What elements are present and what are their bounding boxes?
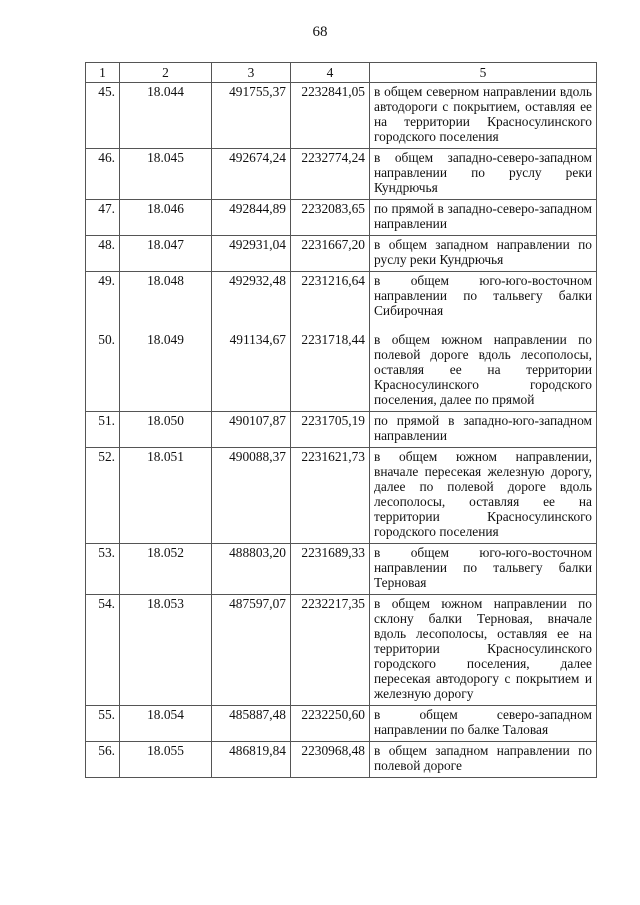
- point-code: 18.052: [120, 544, 212, 595]
- point-code: 18.045: [120, 149, 212, 200]
- row-number: 55.: [86, 706, 120, 742]
- column-header: 5: [370, 63, 597, 83]
- coordinate-x: 492932,48: [212, 272, 291, 323]
- row-number: 56.: [86, 742, 120, 778]
- point-code: 18.047: [120, 236, 212, 272]
- boundary-description: в общем западно-северо-западном направлении по руслу реки Кундрючья: [370, 149, 597, 200]
- coordinate-y: 2232083,65: [291, 200, 370, 236]
- coordinate-x: 488803,20: [212, 544, 291, 595]
- table-row: [86, 272, 597, 323]
- boundary-description: по прямой в западно-юго-западном направлении: [370, 412, 597, 448]
- coordinate-x: 491134,67: [212, 322, 291, 412]
- coordinate-y: 2230968,48: [291, 742, 370, 778]
- table-row: [86, 83, 597, 149]
- column-header: 2: [120, 63, 212, 83]
- table-row: [86, 742, 597, 778]
- table-row: [86, 412, 597, 448]
- row-number: 49.: [86, 272, 120, 323]
- table-row: [86, 236, 597, 272]
- point-code: 18.050: [120, 412, 212, 448]
- boundary-description: в общем западном направлении по руслу реки Кундрючья: [370, 236, 597, 272]
- column-header: 3: [212, 63, 291, 83]
- coordinate-y: 2232774,24: [291, 149, 370, 200]
- boundary-description: в общем юго-юго-восточном направлении по тальвегу балки Сибирочная: [370, 272, 597, 323]
- boundary-description: в общем юго-юго-восточном направлении по тальвегу балки Терновая: [370, 544, 597, 595]
- coordinate-x: 486819,84: [212, 742, 291, 778]
- coordinate-y: 2231667,20: [291, 236, 370, 272]
- column-header: 4: [291, 63, 370, 83]
- point-code: 18.048: [120, 272, 212, 323]
- boundary-description: по прямой в западно-северо-западном направлении: [370, 200, 597, 236]
- boundary-description: в общем южном направлении, вначале пересекая железную дорогу, далее по полевой дороге вдоль лесополосы, оставляя ее на территории Красносулинского городского поселения: [370, 448, 597, 544]
- row-number: 54.: [86, 595, 120, 706]
- point-code: 18.044: [120, 83, 212, 149]
- coordinate-y: 2232841,05: [291, 83, 370, 149]
- table-body: [86, 83, 597, 778]
- table-row: [86, 200, 597, 236]
- coordinate-x: 490107,87: [212, 412, 291, 448]
- point-code: 18.055: [120, 742, 212, 778]
- row-number: 48.: [86, 236, 120, 272]
- coordinate-y: 2232250,60: [291, 706, 370, 742]
- row-number: 45.: [86, 83, 120, 149]
- row-number: 46.: [86, 149, 120, 200]
- row-number: 50.: [86, 322, 120, 412]
- point-code: 18.049: [120, 322, 212, 412]
- point-code: 18.046: [120, 200, 212, 236]
- page-number: 68: [312, 24, 328, 40]
- coordinate-y: 2231621,73: [291, 448, 370, 544]
- coordinate-x: 487597,07: [212, 595, 291, 706]
- point-code: 18.054: [120, 706, 212, 742]
- table-row: [86, 544, 597, 595]
- boundary-description: в общем южном направлении по склону балки Терновая, вначале вдоль лесополосы, оставляя ее на территории Красносулинского городского поселения, далее пересекая автодорогу с покрытием и железную дорогу: [370, 595, 597, 706]
- row-number: 52.: [86, 448, 120, 544]
- table-row: [86, 149, 597, 200]
- row-number: 51.: [86, 412, 120, 448]
- boundary-description: в общем южном направлении по полевой дороге вдоль лесополосы, оставляя ее на территории Красносулинского городского поселения, далее по прямой: [370, 322, 597, 412]
- table-row: [86, 706, 597, 742]
- row-number: 47.: [86, 200, 120, 236]
- point-code: 18.051: [120, 448, 212, 544]
- table-row: [86, 448, 597, 544]
- column-header: 1: [86, 63, 120, 83]
- boundary-description: в общем северном направлении вдоль автодороги с покрытием, оставляя ее на территории Красносулинского городского поселения: [370, 83, 597, 149]
- table-row: [86, 595, 597, 706]
- coordinate-y: 2231718,44: [291, 322, 370, 412]
- table-row: [86, 322, 597, 412]
- point-code: 18.053: [120, 595, 212, 706]
- coordinate-y: 2231689,33: [291, 544, 370, 595]
- coordinate-x: 492674,24: [212, 149, 291, 200]
- table-header-row: [86, 63, 597, 83]
- coordinate-x: 492931,04: [212, 236, 291, 272]
- coordinate-x: 485887,48: [212, 706, 291, 742]
- coordinate-x: 492844,89: [212, 200, 291, 236]
- row-number: 53.: [86, 544, 120, 595]
- boundary-points-table: [85, 62, 597, 778]
- coordinate-x: 491755,37: [212, 83, 291, 149]
- coordinate-x: 490088,37: [212, 448, 291, 544]
- coordinate-y: 2231216,64: [291, 272, 370, 323]
- coordinate-y: 2231705,19: [291, 412, 370, 448]
- coordinate-y: 2232217,35: [291, 595, 370, 706]
- boundary-description: в общем северо-западном направлении по балке Таловая: [370, 706, 597, 742]
- boundary-description: в общем западном направлении по полевой дороге: [370, 742, 597, 778]
